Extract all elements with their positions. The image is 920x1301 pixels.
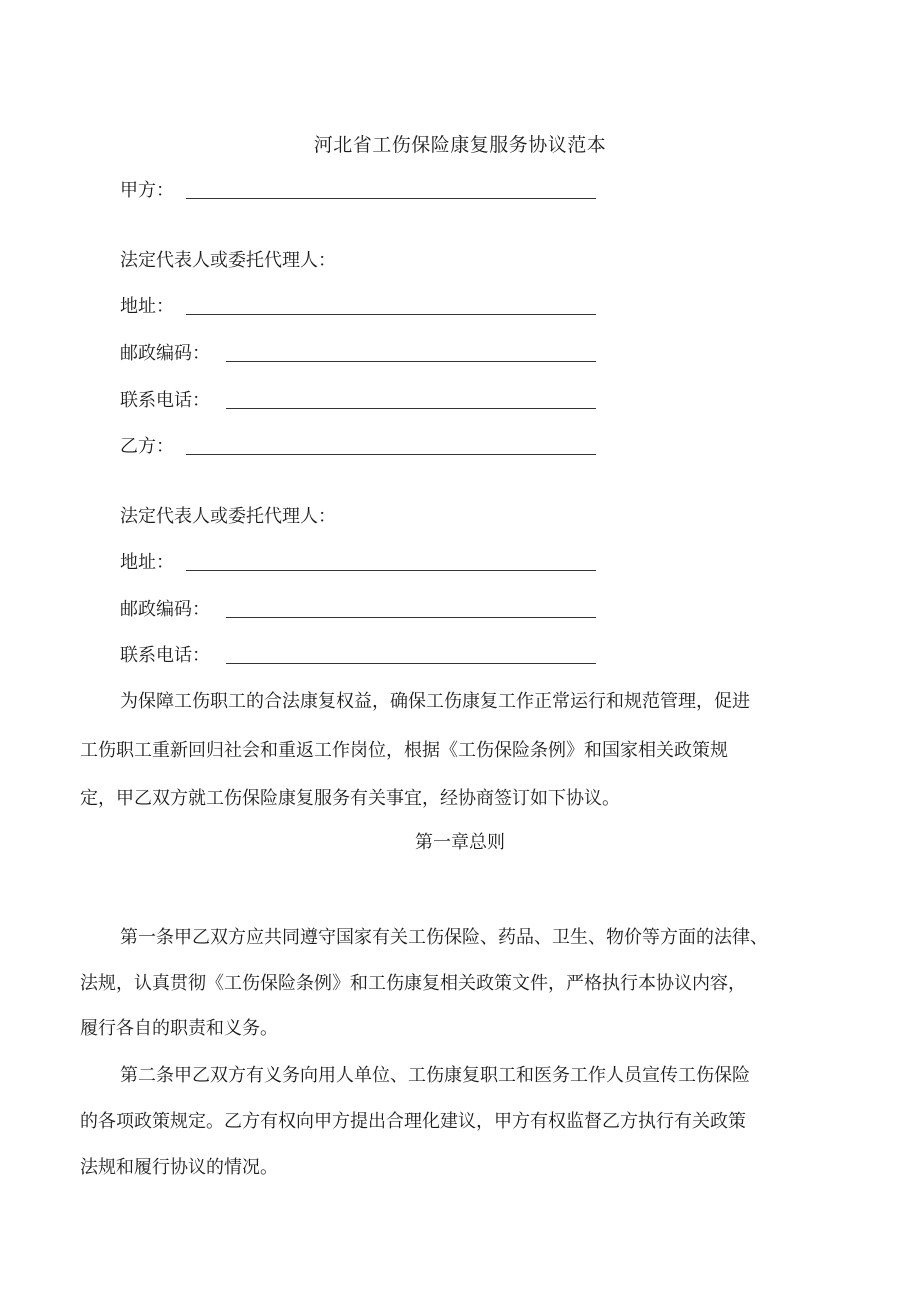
party-b-rep-label: 法定代表人或委托代理人： (120, 506, 336, 527)
party-a-postcode-field (120, 341, 210, 367)
party-a-address-field (120, 294, 174, 320)
party-a-phone-label: 联系电话： (120, 390, 210, 411)
preamble-line: 为保障工伤职工的合法康复权益，确保工伤康复工作正常运行和规范管理，促进 (120, 691, 750, 712)
party-b-label: 乙方： (120, 436, 174, 457)
party-b-field (120, 434, 174, 460)
article-1-line: 法规，认真贯彻《工伤保险条例》和工伤康复相关政策文件，严格执行本协议内容， (80, 973, 746, 994)
article-1-line: 第一条甲乙双方应共同遵守国家有关工伤保险、药品、卫生、物价等方面的法律、 (120, 927, 768, 948)
article-2-line: 第二条甲乙双方有义务向用人单位、工伤康复职工和医务工作人员宣传工伤保险 (120, 1065, 750, 1086)
preamble-line: 工伤职工重新回归社会和重返工作岗位，根据《工伤保险条例》和国家相关政策规 (80, 740, 728, 761)
party-a-postcode-blank-line (226, 361, 596, 362)
party-b-phone-blank-line (226, 663, 596, 664)
party-a-label: 甲方： (120, 180, 174, 201)
preamble-line: 定，甲乙双方就工伤保险康复服务有关事宜，经协商签订如下协议。 (80, 788, 620, 809)
article-2-line: 法规和履行协议的情况。 (80, 1157, 278, 1178)
party-a-phone-blank-line (226, 408, 596, 409)
party-a-blank-line (186, 198, 596, 199)
party-b-address-field (120, 550, 174, 576)
article-1-line: 履行各自的职责和义务。 (80, 1018, 278, 1039)
article-2-line: 的各项政策规定。乙方有权向甲方提出合理化建议，甲方有权监督乙方执行有关政策 (80, 1111, 746, 1132)
chapter-heading: 第一章总则 (415, 832, 505, 853)
party-a-field (120, 178, 174, 204)
party-a-address-label: 地址： (120, 296, 174, 317)
document-title: 河北省工伤保险康复服务协议范本 (313, 134, 607, 156)
party-b-phone-field (120, 643, 210, 669)
party-a-phone-field (120, 388, 210, 414)
party-b-address-blank-line (186, 570, 596, 571)
party-b-postcode-blank-line (226, 617, 596, 618)
party-a-rep-label: 法定代表人或委托代理人： (120, 250, 336, 271)
party-b-postcode-field (120, 597, 210, 623)
party-b-phone-label: 联系电话： (120, 645, 210, 666)
party-b-address-label: 地址： (120, 552, 174, 573)
party-a-postcode-label: 邮政编码： (120, 343, 210, 364)
party-b-blank-line (186, 454, 596, 455)
party-a-address-blank-line (186, 314, 596, 315)
party-b-postcode-label: 邮政编码： (120, 599, 210, 620)
